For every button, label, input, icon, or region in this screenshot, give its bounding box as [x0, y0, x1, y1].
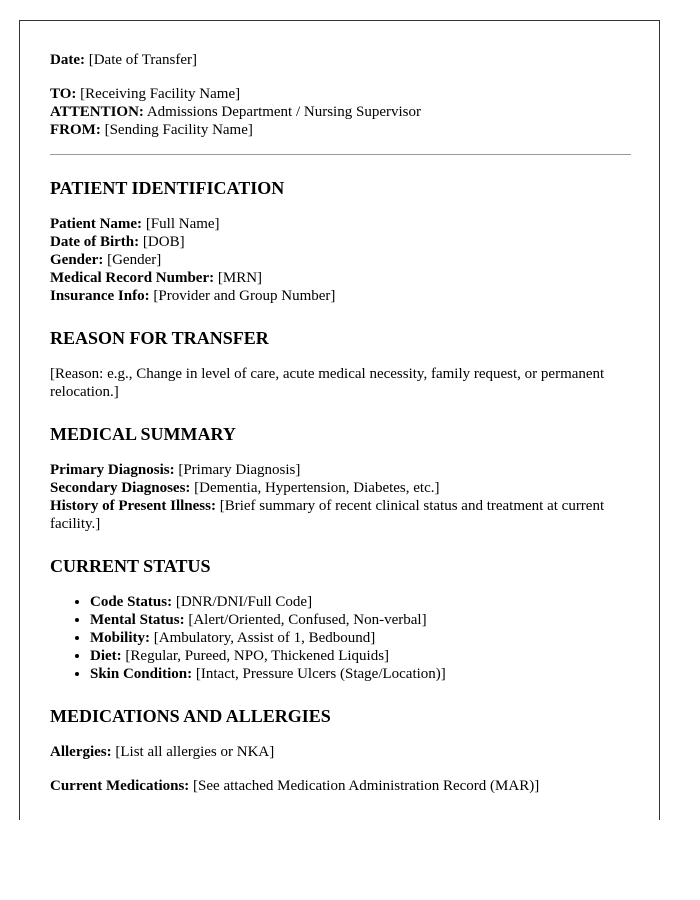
field-value: [Intact, Pressure Ulcers (Stage/Location)]: [192, 666, 446, 682]
to-value: [Receiving Facility Name]: [76, 86, 241, 102]
reason-heading: REASON FOR TRANSFER: [50, 328, 269, 348]
list-item: [90, 593, 631, 611]
dob-line: [50, 233, 631, 251]
date-value: [Date of Transfer]: [84, 52, 198, 68]
field-label: Date of Birth:: [50, 234, 140, 250]
document-page: [19, 20, 660, 820]
field-value: [Alert/Oriented, Confused, Non-verbal]: [184, 612, 427, 628]
current-status-section: [50, 555, 631, 683]
to-label: TO:: [50, 86, 77, 102]
mrn-line: [50, 269, 631, 287]
field-label: Mobility:: [90, 630, 150, 646]
document-content: [50, 51, 631, 795]
field-label: Current Medications:: [50, 778, 190, 794]
field-value: [Regular, Pureed, NPO, Thickened Liquids]: [121, 648, 390, 664]
current-status-heading: CURRENT STATUS: [50, 556, 211, 576]
field-value: [Primary Diagnosis]: [174, 462, 301, 478]
field-value: [Provider and Group Number]: [149, 288, 336, 304]
field-label: Insurance Info:: [50, 288, 150, 304]
secondary-diagnoses-line: [50, 479, 631, 497]
current-medications-line: [50, 777, 631, 795]
medications-heading: MEDICATIONS AND ALLERGIES: [50, 706, 331, 726]
from-value: [Sending Facility Name]: [100, 122, 253, 138]
medical-summary-heading: MEDICAL SUMMARY: [50, 424, 236, 444]
medications-section: [50, 705, 631, 795]
field-value: [Dementia, Hypertension, Diabetes, etc.]: [190, 480, 440, 496]
field-label: Diet:: [90, 648, 122, 664]
allergies-line: [50, 743, 631, 761]
field-value: [DNR/DNI/Full Code]: [172, 594, 313, 610]
field-value: [DOB]: [139, 234, 185, 250]
medical-summary-section: [50, 423, 631, 533]
field-label: Allergies:: [50, 744, 112, 760]
field-value: [List all allergies or NKA]: [111, 744, 275, 760]
patient-identification-section: [50, 177, 631, 305]
field-label: Medical Record Number:: [50, 270, 215, 286]
field-label: Gender:: [50, 252, 104, 268]
patient-name-line: [50, 215, 631, 233]
patient-identification-heading: PATIENT IDENTIFICATION: [50, 178, 285, 198]
field-value: [MRN]: [214, 270, 263, 286]
list-item: [90, 665, 631, 683]
field-label: Primary Diagnosis:: [50, 462, 175, 478]
field-value: [Brief summary of recent clinical status and treatment at current facility.]: [50, 498, 605, 532]
header-divider: [50, 154, 631, 155]
field-label: Mental Status:: [90, 612, 185, 628]
reason-text: [Reason: e.g., Change in level of care, acute medical necessity, family request, or permanent relocation.]: [50, 366, 605, 400]
field-value: [See attached Medication Administration Record (MAR)]: [189, 778, 540, 794]
date-label: Date:: [50, 52, 85, 68]
primary-diagnosis-line: [50, 461, 631, 479]
attention-label: ATTENTION:: [50, 104, 144, 120]
field-value: [Full Name]: [142, 216, 220, 232]
gender-line: [50, 251, 631, 269]
history-line: [50, 497, 631, 533]
field-label: History of Present Illness:: [50, 498, 216, 514]
to-line: [50, 85, 631, 103]
insurance-line: [50, 287, 631, 305]
attention-value: Admissions Department / Nursing Supervisor: [143, 104, 421, 120]
attention-line: [50, 103, 631, 121]
reason-section: [50, 327, 631, 401]
field-label: Secondary Diagnoses:: [50, 480, 191, 496]
field-value: [Gender]: [103, 252, 162, 268]
list-item: [90, 647, 631, 665]
date-line: [50, 51, 631, 69]
from-line: [50, 121, 631, 139]
field-label: Patient Name:: [50, 216, 143, 232]
field-label: Skin Condition:: [90, 666, 193, 682]
from-label: FROM:: [50, 122, 101, 138]
list-item: [90, 611, 631, 629]
list-item: [90, 629, 631, 647]
status-list: [50, 593, 631, 683]
field-label: Code Status:: [90, 594, 173, 610]
field-value: [Ambulatory, Assist of 1, Bedbound]: [150, 630, 376, 646]
